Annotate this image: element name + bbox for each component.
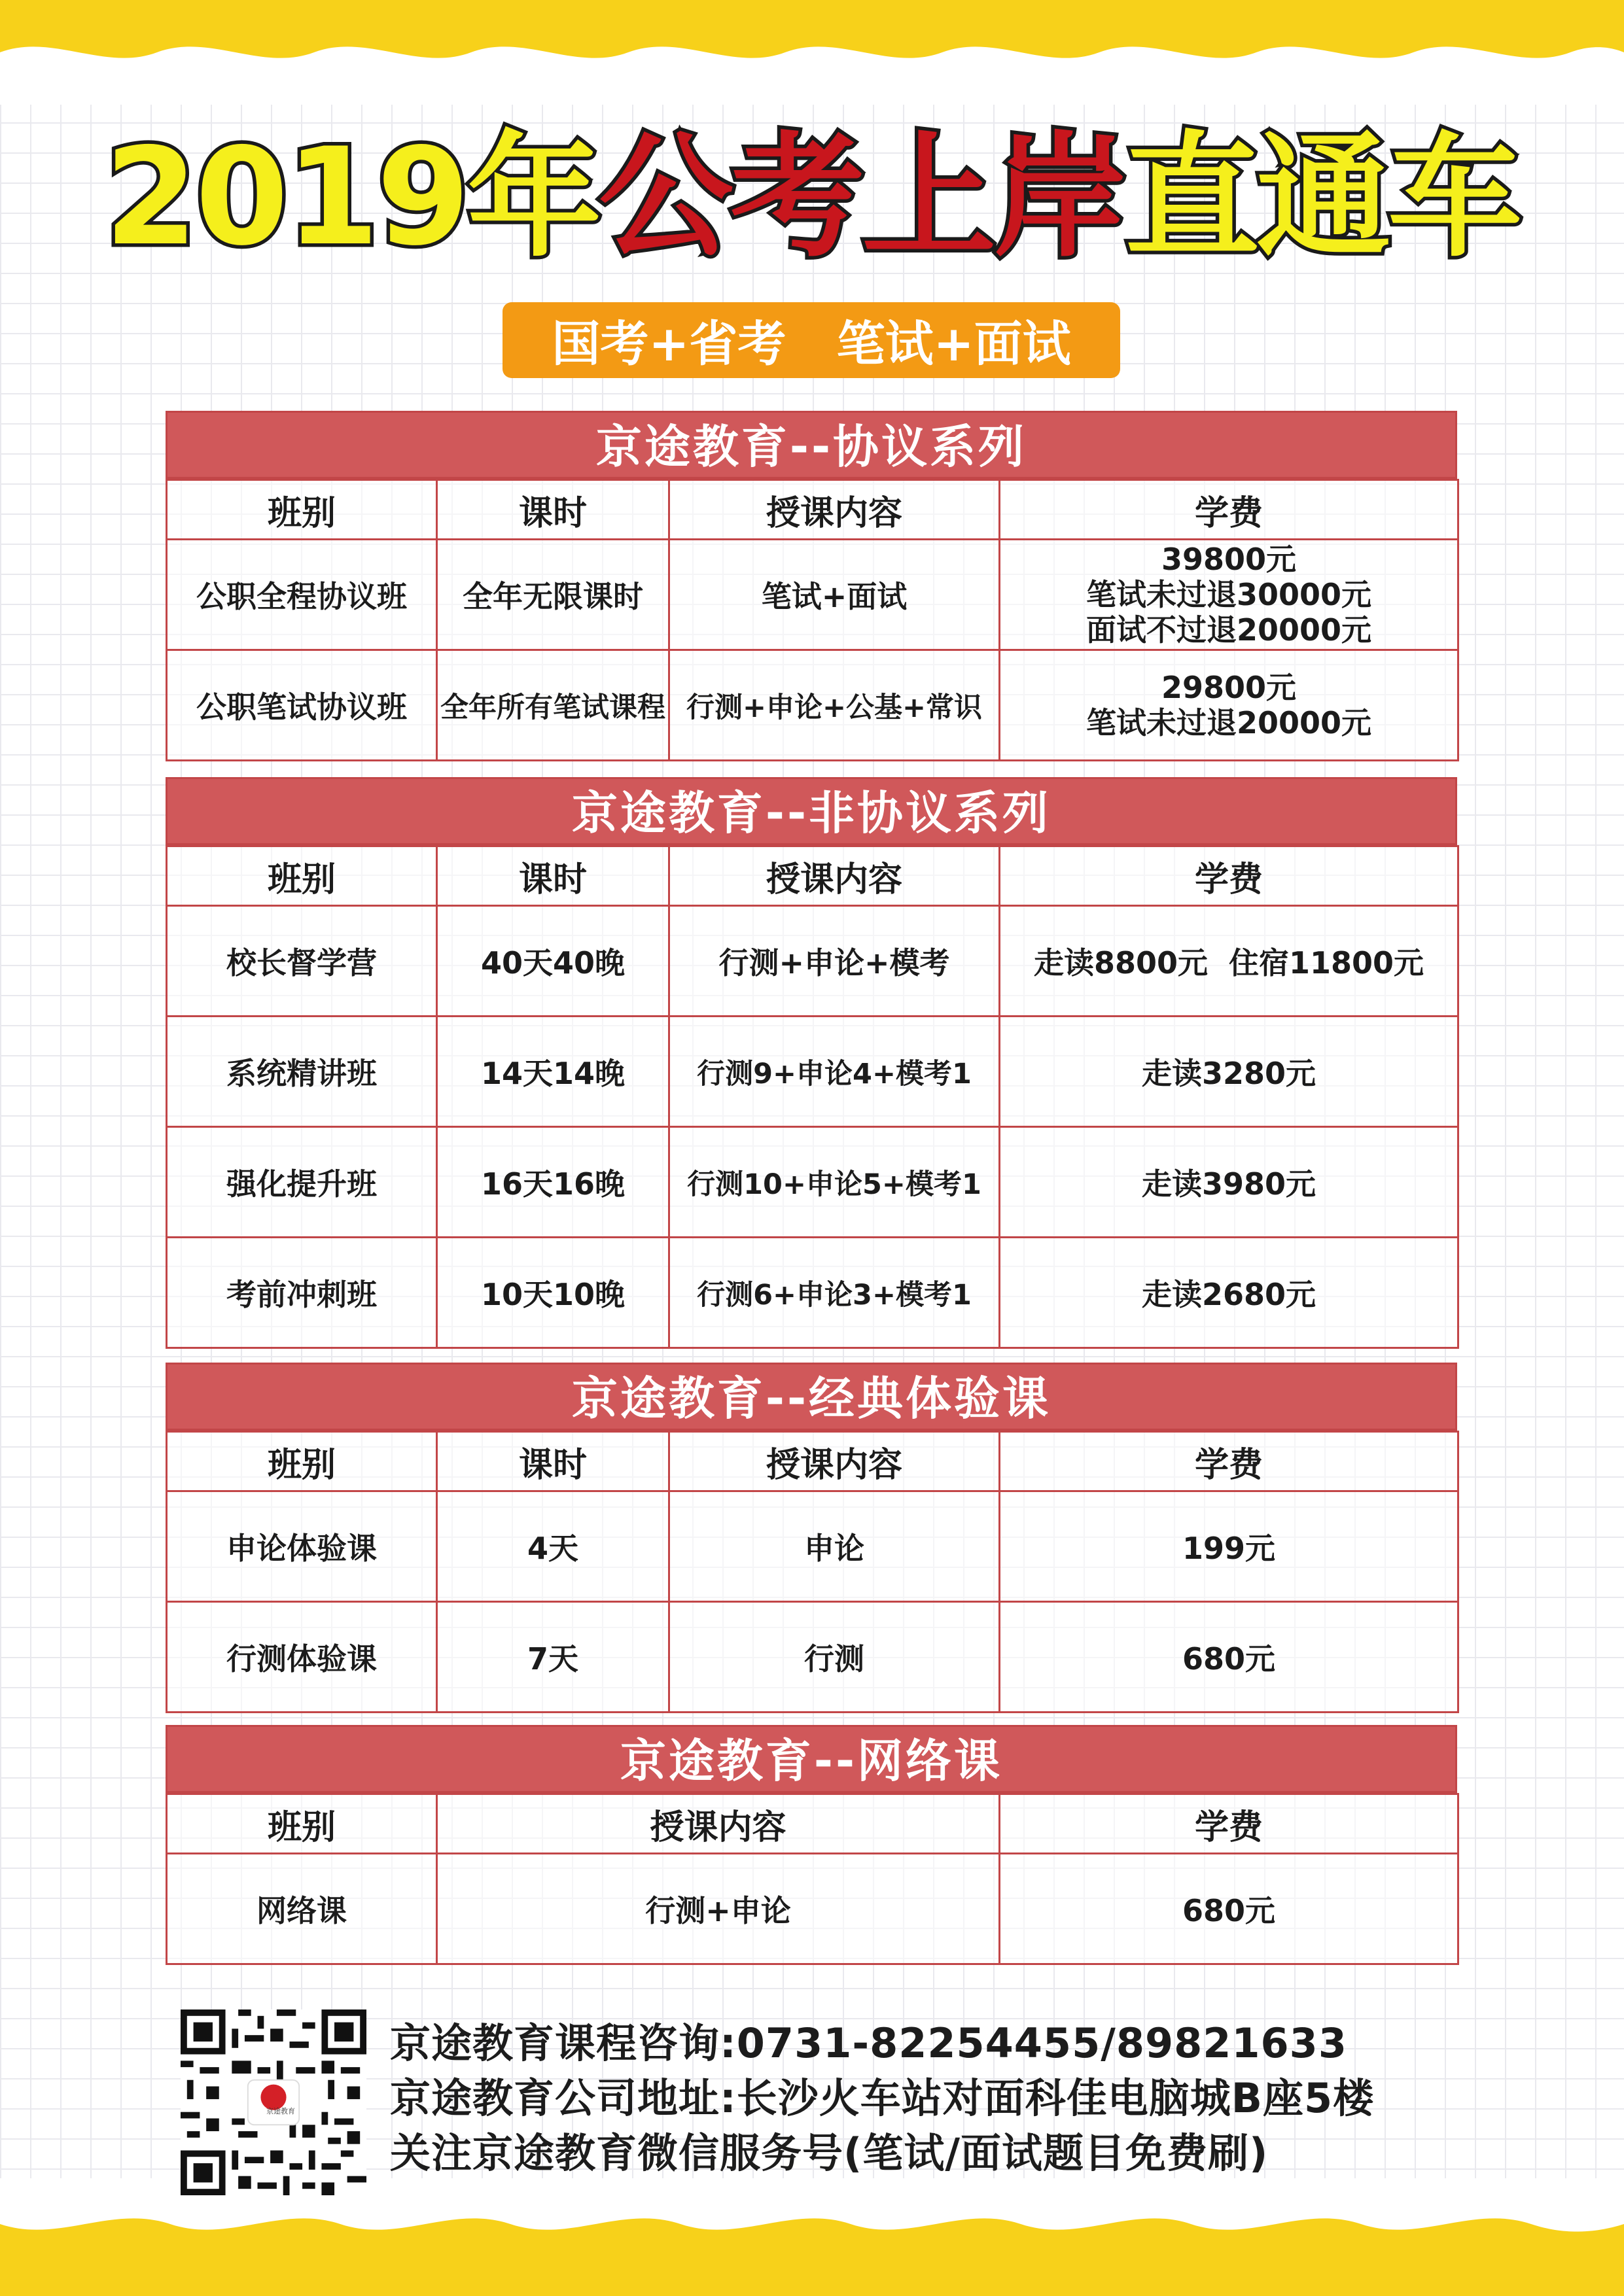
header-content: 授课内容: [437, 1794, 1000, 1854]
section-title: 京途教育--非协议系列: [166, 777, 1457, 845]
class-content: 行测+申论+公基+常识: [669, 650, 1000, 761]
class-hours: 40天40晚: [437, 906, 669, 1017]
class-hours: 7天: [437, 1602, 669, 1713]
header-content: 授课内容: [669, 846, 1000, 906]
class-name: 考前冲刺班: [167, 1238, 437, 1348]
class-content: 行测10+申论5+模考1: [669, 1127, 1000, 1238]
class-name: 强化提升班: [167, 1127, 437, 1238]
class-fee: 走读8800元 住宿11800元: [1000, 906, 1458, 1017]
phone-line[interactable]: 京途教育课程咨询:0731-82254455/89821633: [390, 2019, 1347, 2067]
class-name: 网络课: [167, 1854, 437, 1964]
svg-text:京途教育: 京途教育: [266, 2107, 295, 2115]
header-class: 班别: [167, 1794, 437, 1854]
table-header-row: [167, 846, 1458, 906]
header-fee: 学费: [1000, 846, 1458, 906]
fee-line: 面试不过退20000元: [1086, 612, 1372, 648]
header-fee: 学费: [1000, 480, 1458, 540]
fee-line: 29800元: [1161, 670, 1297, 705]
table-row: [167, 1491, 1458, 1602]
table-row: [167, 1127, 1458, 1238]
section-trial: [166, 1363, 1457, 1713]
class-name: 校长督学营: [167, 906, 437, 1017]
class-hours: 全年所有笔试课程: [437, 650, 669, 761]
class-name: 行测体验课: [167, 1602, 437, 1713]
class-name: 公职笔试协议班: [167, 650, 437, 761]
header-fee: 学费: [1000, 1432, 1458, 1491]
class-content: 行测9+申论4+模考1: [669, 1017, 1000, 1127]
header-hours: 课时: [437, 846, 669, 906]
contact-info: [390, 2016, 1476, 2181]
top-wave-edge: [0, 26, 1624, 105]
class-name: 公职全程协议班: [167, 540, 437, 650]
class-hours: 全年无限课时: [437, 540, 669, 650]
header-class: 班别: [167, 1432, 437, 1491]
header-hours: 课时: [437, 480, 669, 540]
address-line: 京途教育公司地址:长沙火车站对面科佳电脑城B座5楼: [390, 2074, 1375, 2122]
header-fee: 学费: [1000, 1794, 1458, 1854]
title-year: 2019年: [104, 120, 599, 275]
section-agreement: [166, 411, 1457, 761]
class-fee: 680元: [1000, 1854, 1458, 1964]
table-header-row: [167, 480, 1458, 540]
header-hours: 课时: [437, 1432, 669, 1491]
trial-table: [166, 1431, 1459, 1713]
class-fee: 走读3280元: [1000, 1017, 1458, 1127]
section-online: [166, 1725, 1457, 1965]
class-content: 申论: [669, 1491, 1000, 1602]
class-fee: 680元: [1000, 1602, 1458, 1713]
class-fee: [1000, 540, 1458, 650]
class-content: 行测+申论+模考: [669, 906, 1000, 1017]
class-fee: 走读3980元: [1000, 1127, 1458, 1238]
class-name: 申论体验课: [167, 1491, 437, 1602]
title-yellow-part: 直通车: [1125, 120, 1520, 275]
agreement-table: [166, 479, 1459, 761]
class-hours: 14天14晚: [437, 1017, 669, 1127]
footer: [181, 2009, 1463, 2199]
class-content: 行测6+申论3+模考1: [669, 1238, 1000, 1348]
section-non-agreement: [166, 777, 1457, 1349]
table-header-row: [167, 1432, 1458, 1491]
class-hours: 4天: [437, 1491, 669, 1602]
table-row: [167, 1238, 1458, 1348]
class-fee: 走读2680元: [1000, 1238, 1458, 1348]
header-class: 班别: [167, 480, 437, 540]
table-row: [167, 1854, 1458, 1964]
qr-logo-label: [257, 2106, 304, 2115]
class-hours: 16天16晚: [437, 1127, 669, 1238]
table-row: [167, 650, 1458, 761]
section-title: 京途教育--经典体验课: [166, 1363, 1457, 1431]
fee-line: 笔试未过退30000元: [1086, 577, 1372, 612]
table-row: [167, 906, 1458, 1017]
header-class: 班别: [167, 846, 437, 906]
class-hours: 10天10晚: [437, 1238, 669, 1348]
table-row: [167, 540, 1458, 650]
section-title: 京途教育--协议系列: [166, 411, 1457, 479]
non-agreement-table: [166, 845, 1459, 1349]
section-title: 京途教育--网络课: [166, 1725, 1457, 1793]
header-content: 授课内容: [669, 480, 1000, 540]
table-header-row: [167, 1794, 1458, 1854]
class-content: 笔试+面试: [669, 540, 1000, 650]
class-fee: [1000, 650, 1458, 761]
class-name: 系统精讲班: [167, 1017, 437, 1127]
class-content: 行测+申论: [437, 1854, 1000, 1964]
qr-code-icon[interactable]: [181, 2009, 366, 2195]
header-content: 授课内容: [669, 1432, 1000, 1491]
class-fee: 199元: [1000, 1491, 1458, 1602]
poster-title: [0, 120, 1624, 275]
title-red-part: 公考上岸: [599, 120, 1125, 275]
online-table: [166, 1793, 1459, 1965]
subtitle-banner: 国考+省考 笔试+面试: [503, 302, 1120, 378]
table-row: [167, 1017, 1458, 1127]
table-row: [167, 1602, 1458, 1713]
wechat-line: 关注京途教育微信服务号(笔试/面试题目免费刷): [390, 2129, 1269, 2177]
fee-line: 39800元: [1161, 542, 1297, 577]
fee-line: 笔试未过退20000元: [1086, 705, 1372, 740]
class-content: 行测: [669, 1602, 1000, 1713]
